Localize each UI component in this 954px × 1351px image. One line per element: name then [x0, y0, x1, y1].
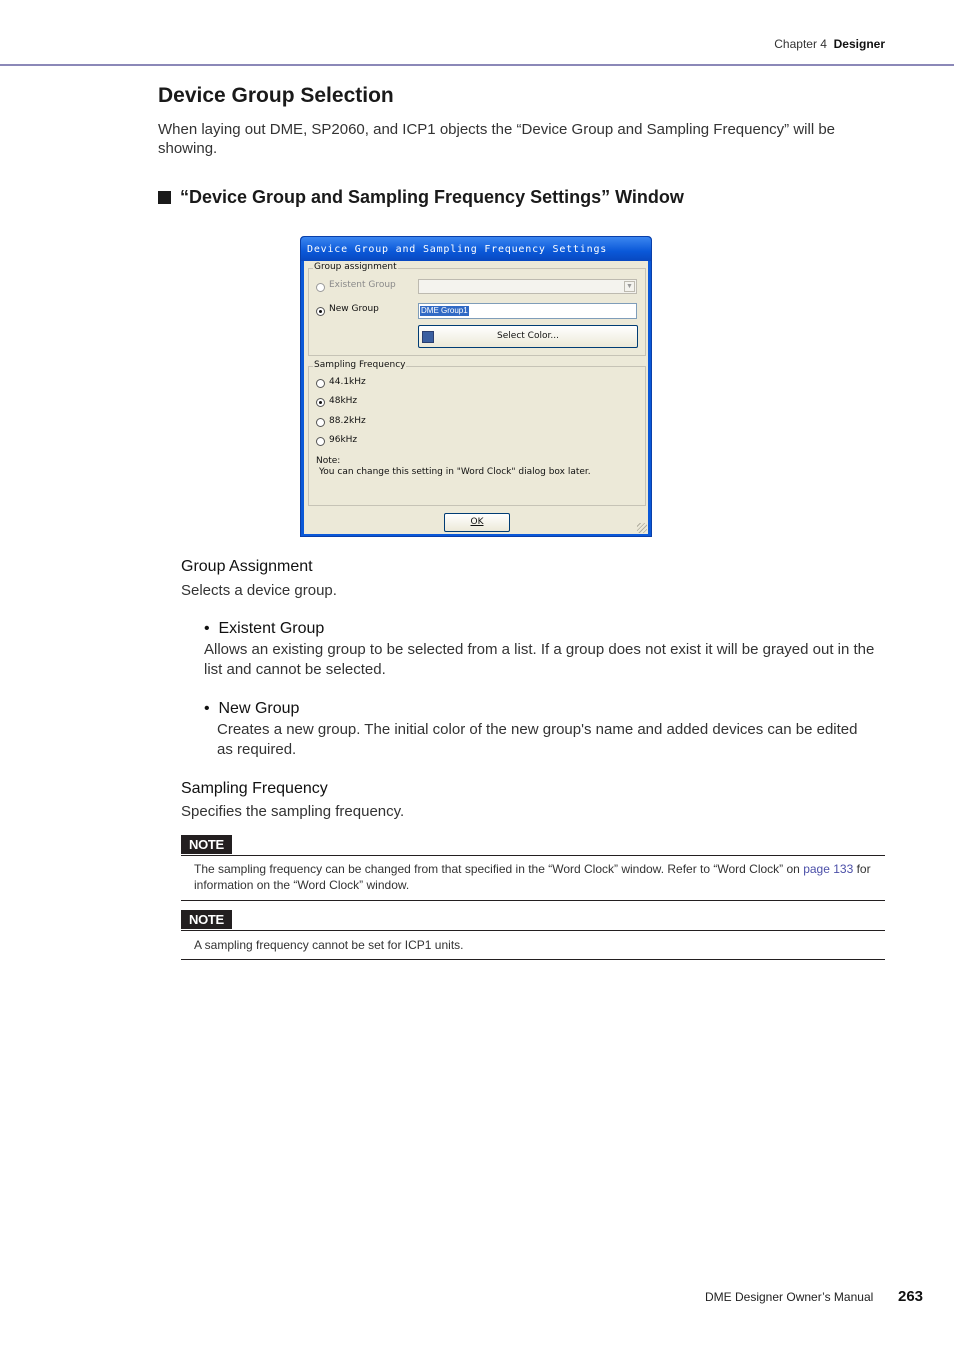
new-group-term: • New Group: [204, 700, 300, 717]
group-color-swatch: [422, 331, 434, 343]
dialog-body: [304, 261, 648, 534]
group-assignment-desc: Selects a device group.: [181, 582, 337, 599]
note-divider: [181, 930, 885, 931]
group-assignment-label: Group assignment: [314, 262, 397, 272]
radio-44-1khz[interactable]: [316, 379, 325, 388]
sampling-frequency-desc: Specifies the sampling frequency.: [181, 803, 405, 820]
radio-48khz[interactable]: [316, 398, 325, 407]
new-group-radio-label: New Group: [329, 304, 379, 314]
dialog-title-bar: Device Group and Sampling Frequency Settings: [301, 237, 651, 261]
existent-group-radio-label: Existent Group: [329, 280, 396, 290]
manual-title: DME Designer Owner’s Manual: [705, 1290, 874, 1304]
radio-44-1khz-label: 44.1kHz: [329, 377, 366, 387]
note-tag: NOTE: [181, 910, 232, 929]
select-color-button-label: Select Color...: [497, 331, 559, 341]
chapter-header: [774, 37, 885, 51]
existent-group-term-text: Existent Group: [218, 620, 325, 637]
chapter-title: Designer: [833, 37, 885, 51]
radio-48khz-label: 48kHz: [329, 396, 358, 406]
new-group-radio[interactable]: [316, 307, 325, 316]
note-divider: [181, 855, 885, 856]
existent-group-term: • Existent Group: [204, 620, 325, 637]
chapter-number: Chapter 4: [774, 37, 827, 51]
existent-group-desc: Allows an existing group to be selected from a list. If a group does not exist it will be grayed out in the list and cannot be selected.: [204, 641, 875, 678]
page-number: 263: [898, 1288, 924, 1305]
chevron-down-icon[interactable]: ▼: [624, 281, 635, 292]
radio-88-2khz[interactable]: [316, 418, 325, 427]
ok-button-label: OK: [470, 517, 484, 527]
note-divider: [181, 900, 885, 901]
ok-button[interactable]: [444, 513, 510, 532]
page-link[interactable]: page 133: [803, 862, 854, 876]
dialog-note-text: You can change this setting in "Word Clock" dialog box later.: [319, 467, 591, 477]
group-assignment-term: Group Assignment: [181, 558, 313, 575]
sampling-frequency-term: Sampling Frequency: [181, 780, 328, 797]
section-heading-text: “Device Group and Sampling Frequency Settings” Window: [180, 187, 684, 207]
square-bullet-icon: [158, 191, 171, 204]
radio-88-2khz-label: 88.2kHz: [329, 416, 366, 426]
intro-paragraph: When laying out DME, SP2060, and ICP1 objects the “Device Group and Sampling Frequency” will be showing.: [158, 121, 836, 157]
note-text-part: for information on the “Word Clock” window.: [194, 862, 871, 892]
radio-96khz-label: 96kHz: [329, 435, 358, 445]
existent-group-radio[interactable]: [316, 283, 325, 292]
radio-96khz[interactable]: [316, 437, 325, 446]
select-color-button[interactable]: [418, 325, 638, 348]
note-text: [194, 861, 874, 893]
note-tag: NOTE: [181, 835, 232, 854]
settings-dialog: [300, 236, 652, 537]
dialog-note-label: Note:: [316, 456, 341, 466]
new-group-name-input[interactable]: [418, 303, 637, 319]
sampling-frequency-groupbox: [308, 366, 646, 506]
new-group-term-text: New Group: [218, 700, 300, 717]
note-divider: [181, 959, 885, 960]
resize-grip-icon[interactable]: [637, 523, 647, 533]
note-text: A sampling frequency cannot be set for ICP1 units.: [194, 938, 464, 952]
section-heading: [158, 187, 684, 208]
new-group-name-value: DME Group1: [421, 306, 468, 315]
header-divider: [0, 64, 954, 66]
page-title: Device Group Selection: [158, 84, 394, 107]
sampling-frequency-label: Sampling Frequency: [314, 360, 406, 370]
new-group-desc: Creates a new group. The initial color of the new group's name and added devices can be edited as required.: [217, 721, 858, 758]
note-text-part: The sampling frequency can be changed from that specified in the “Word Clock” window. Refer to “Word Clock” on: [194, 862, 800, 876]
existent-group-dropdown[interactable]: [418, 279, 637, 294]
